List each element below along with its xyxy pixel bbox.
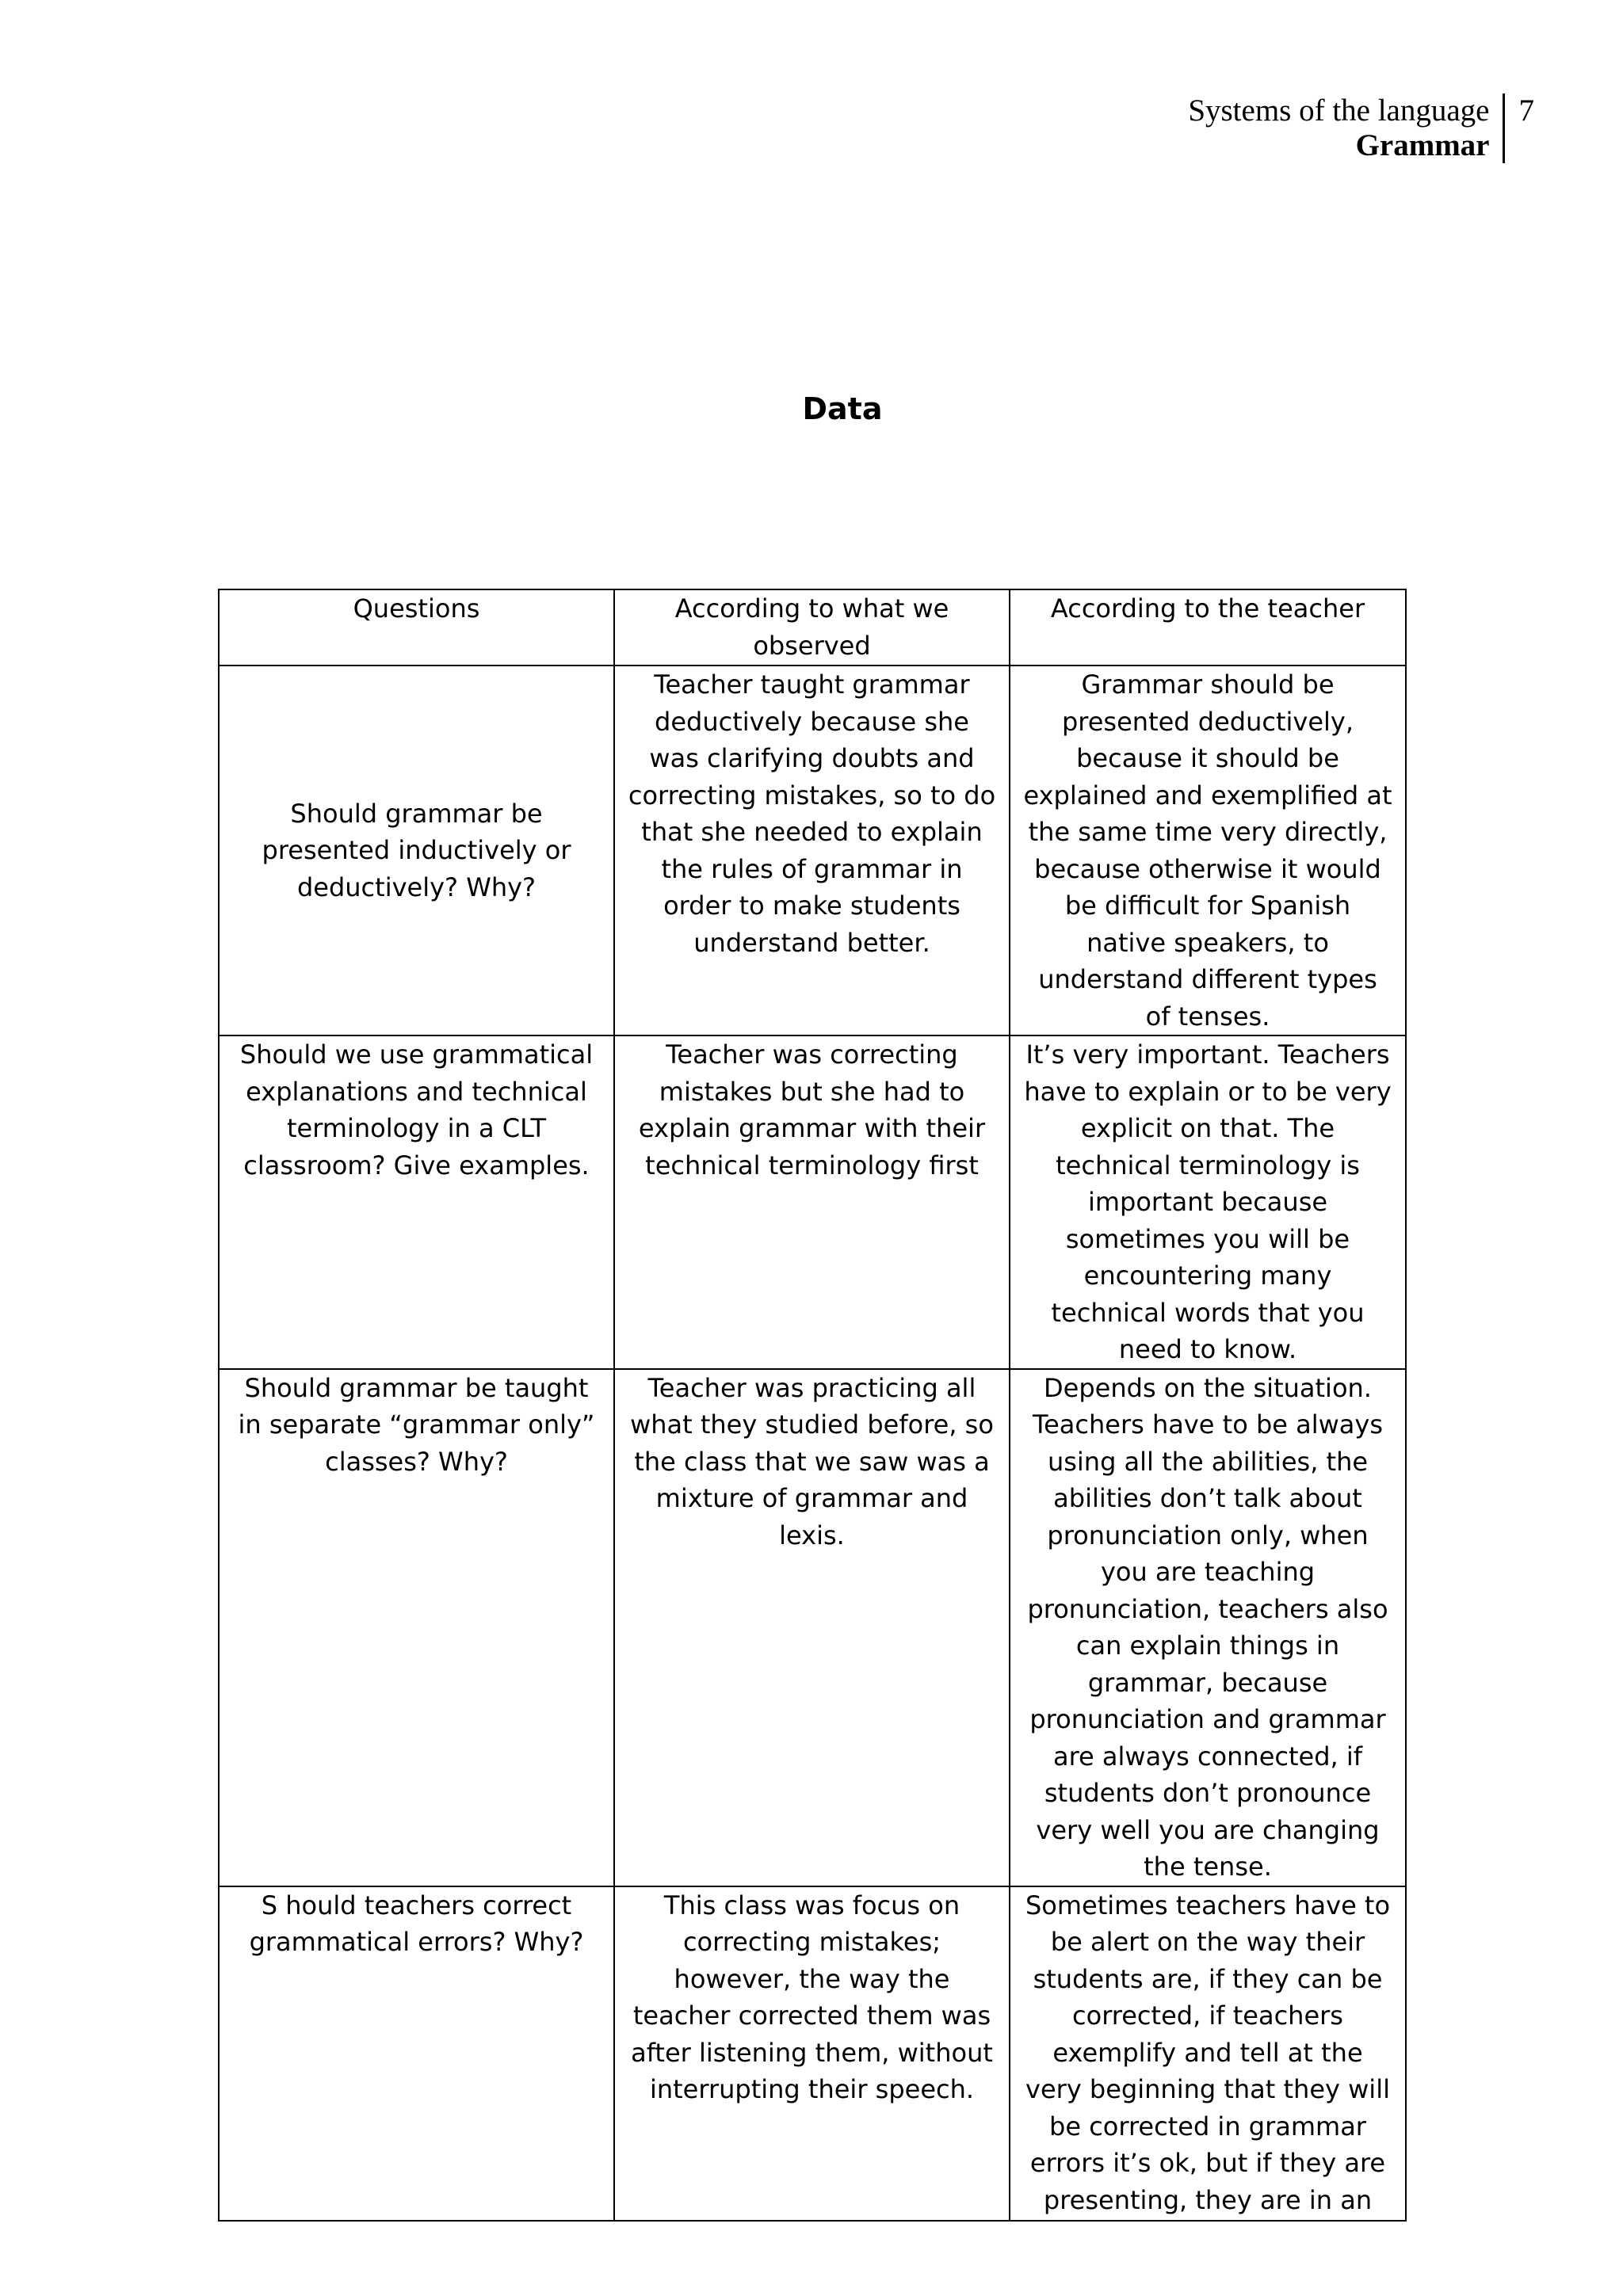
observed-cell: Teacher taught grammar deductively because she was clarifying doubts and correcting mistakes, so to do that she needed to explain the rules of grammar in order to make students understand better. bbox=[614, 666, 1010, 1035]
question-cell: Should grammar be taught in separate “grammar only” classes? Why? bbox=[219, 1369, 614, 1886]
column-header-observed: According to what we observed bbox=[614, 589, 1010, 666]
teacher-cell: Grammar should be presented deductively, because it should be explained and exemplified at the same time very directly, because otherwise it would be difficult for Spanish native speakers, to understand different types of tenses. bbox=[1010, 666, 1406, 1035]
teacher-cell: Sometimes teachers have to be alert on the way their students are, if they can be corrected, if teachers exemplify and tell at the very beginning that they will be corrected in grammar errors it’s ok, but if they are presenting, they are in an bbox=[1010, 1886, 1406, 2221]
observed-cell: Teacher was practicing all what they studied before, so the class that we saw was a mixture of grammar and lexis. bbox=[614, 1369, 1010, 1886]
table-row bbox=[219, 1886, 1406, 2221]
table-row bbox=[219, 666, 1406, 1035]
observed-cell: Teacher was correcting mistakes but she had to explain grammar with their technical terminology first bbox=[614, 1035, 1010, 1369]
column-header-teacher: According to the teacher bbox=[1010, 589, 1406, 666]
table-row bbox=[219, 1369, 1406, 1886]
question-cell: Should grammar be presented inductively or deductively? Why? bbox=[219, 666, 614, 1035]
header-subtitle: Grammar bbox=[1355, 128, 1490, 162]
column-header-questions: Questions bbox=[219, 589, 614, 666]
table-header-row bbox=[219, 589, 1406, 666]
header-text bbox=[1188, 93, 1502, 163]
teacher-cell: Depends on the situation. Teachers have to be always using all the abilities, the abilities don’t talk about pronunciation only, when you are teaching pronunciation, teachers also can explain things in grammar, because pronunciation and grammar are always connected, if students don’t pronounce very well you are changing the tense. bbox=[1010, 1369, 1406, 1886]
data-table bbox=[218, 589, 1407, 2222]
section-title: Data bbox=[802, 391, 883, 426]
question-cell: Should we use grammatical explanations and technical terminology in a CLT classroom? Give examples. bbox=[219, 1035, 614, 1369]
question-cell: S hould teachers correct grammatical errors? Why? bbox=[219, 1886, 614, 2221]
teacher-cell: It’s very important. Teachers have to explain or to be very explicit on that. The technical terminology is important because sometimes you will be encountering many technical words that you need to know. bbox=[1010, 1035, 1406, 1369]
observed-cell: This class was focus on correcting mistakes; however, the way the teacher corrected them was after listening them, without interrupting their speech. bbox=[614, 1886, 1010, 2221]
table-row bbox=[219, 1035, 1406, 1369]
header-title: Systems of the language bbox=[1188, 93, 1490, 128]
page-number: 7 bbox=[1518, 93, 1534, 128]
page-header bbox=[1188, 93, 1534, 163]
